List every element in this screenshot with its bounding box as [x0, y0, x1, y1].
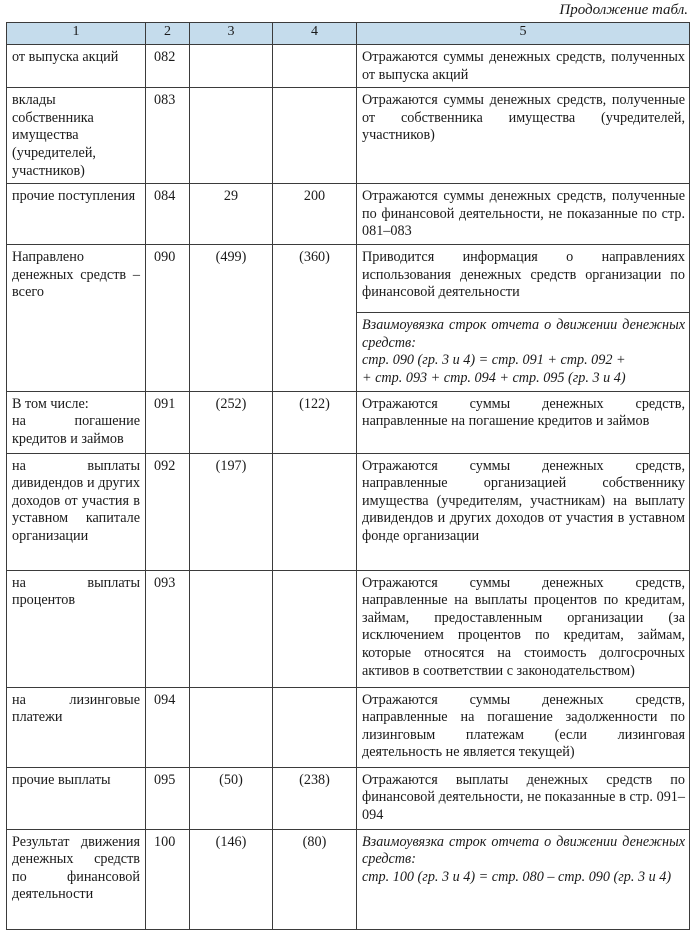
- header-col-5: 5: [357, 23, 690, 45]
- row-name: на выплаты процентов: [7, 570, 146, 687]
- row-code: 095: [146, 767, 190, 829]
- row-name-prefix: В том числе:: [12, 395, 89, 412]
- table-row: [7, 687, 690, 767]
- header-col-1: 1: [7, 23, 146, 45]
- row-col4: 200: [273, 184, 357, 245]
- crosscheck-formula-line-1: стр. 090 (гр. 3 и 4) = стр. 091 + стр. 092 +: [362, 352, 626, 369]
- row-col4: (360): [273, 245, 357, 391]
- row-col3: 29: [190, 184, 273, 245]
- crosscheck-formula: стр. 100 (гр. 3 и 4) = стр. 080 – стр. 090 (гр. 3 и 4): [362, 868, 672, 885]
- row-name: вклады собственника имущества (учредителей, участников): [7, 88, 146, 184]
- row-description: Приводится информация о направлениях использования денежных средств организации по финансовой деятельности: [357, 245, 690, 313]
- row-col4: (80): [273, 829, 357, 929]
- crosscheck-heading: Взаимоувязка строк отчета о движении денежных средств:: [362, 317, 685, 351]
- table-row: [7, 767, 690, 829]
- row-code: 090: [146, 245, 190, 391]
- row-description: Отражаются суммы денежных средств, направленные на погашение задолженности по лизинговым платежам (если лизинговая деятельность не является текущей): [357, 687, 690, 767]
- row-description: Отражаются суммы денежных средств, полученные от собственника имущества (учредителей, участников): [357, 88, 690, 184]
- row-description: Отражаются суммы денежных средств, направленные на погашение кредитов и займов: [357, 391, 690, 453]
- row-name: прочие выплаты: [7, 767, 146, 829]
- row-code: 091: [146, 391, 190, 453]
- row-col3: (50): [190, 767, 273, 829]
- row-name: на выплаты дивидендов и других доходов от участия в уставном капитале организации: [7, 453, 146, 570]
- row-code: 093: [146, 570, 190, 687]
- crosscheck-heading: Взаимоувязка строк отчета о движении денежных средств:: [362, 833, 685, 868]
- row-description: Отражаются суммы денежных средств, полученных от выпуска акций: [357, 45, 690, 88]
- row-name: Результат движения денежных средств по финансовой деятельности: [7, 829, 146, 929]
- row-col3: (146): [190, 829, 273, 929]
- table-row: [7, 391, 690, 453]
- table-row: [7, 453, 690, 570]
- row-name: прочие поступления: [7, 184, 146, 245]
- row-col3: [190, 570, 273, 687]
- table-row: [7, 88, 690, 184]
- row-col4: (122): [273, 391, 357, 453]
- row-col4: [273, 88, 357, 184]
- row-col4: [273, 45, 357, 88]
- table-row: [7, 570, 690, 687]
- row-code: 084: [146, 184, 190, 245]
- row-name: на погашение кредитов и займов: [12, 413, 140, 447]
- row-code: 100: [146, 829, 190, 929]
- table-row: [7, 829, 690, 929]
- row-name: Направлено денежных средств – всего: [7, 245, 146, 391]
- row-code: 083: [146, 88, 190, 184]
- row-code: 082: [146, 45, 190, 88]
- row-description: Отражаются суммы денежных средств, полученные по финансовой деятельности, не показанные по стр. 081–083: [357, 184, 690, 245]
- row-description: Отражаются суммы денежных средств, направленные на выплаты процентов по кредитам, займам, предоставленным организации (за исключением процентов по кредитам, займам, которые относятся на стоимость долгосрочных активов в соответствии с законодательством): [357, 570, 690, 687]
- row-crosscheck-note: [357, 313, 690, 391]
- row-name-block: [7, 391, 146, 453]
- row-col3: (252): [190, 391, 273, 453]
- header-col-4: 4: [273, 23, 357, 45]
- row-code: 092: [146, 453, 190, 570]
- header-col-3: 3: [190, 23, 273, 45]
- row-description: Отражаются суммы денежных средств, направленные организацией собственнику имущества (учредителям, участникам) на выплату дивидендов и других доходов от участия в уставном фонде организации: [357, 453, 690, 570]
- cash-flow-financing-table: [6, 22, 690, 930]
- row-col3: (197): [190, 453, 273, 570]
- table-row: [7, 184, 690, 245]
- row-crosscheck-note: [357, 829, 690, 929]
- table-row: [7, 245, 690, 313]
- crosscheck-formula-line-2: + стр. 093 + стр. 094 + стр. 095 (гр. 3 и 4): [362, 369, 626, 386]
- row-name: на лизинговые платежи: [7, 687, 146, 767]
- row-col3: [190, 45, 273, 88]
- row-description: Отражаются выплаты денежных средств по финансовой деятельности, не показанные в стр. 091–094: [357, 767, 690, 829]
- row-col4: [273, 570, 357, 687]
- row-code: 094: [146, 687, 190, 767]
- table-continuation-caption: Продолжение табл.: [559, 2, 688, 18]
- row-col3: [190, 687, 273, 767]
- row-col4: (238): [273, 767, 357, 829]
- row-col4: [273, 687, 357, 767]
- header-row: [7, 23, 690, 45]
- table-row: [7, 45, 690, 88]
- row-name: от выпуска акций: [7, 45, 146, 88]
- header-col-2: 2: [146, 23, 190, 45]
- row-col4: [273, 453, 357, 570]
- row-col3: [190, 88, 273, 184]
- row-col3: (499): [190, 245, 273, 391]
